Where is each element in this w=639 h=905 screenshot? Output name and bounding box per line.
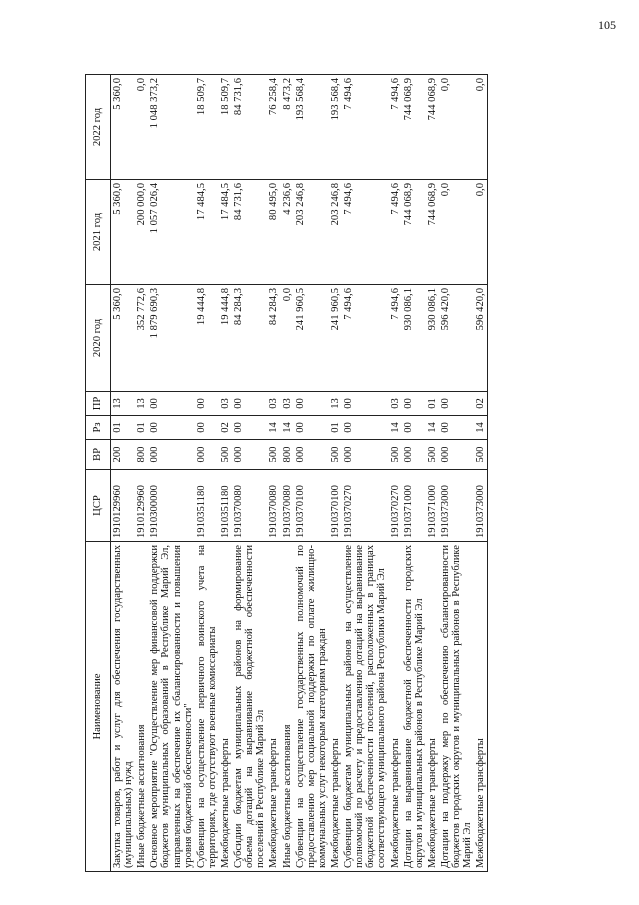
cell-2021: 0,0	[439, 180, 474, 285]
cell-2022: 193 568,4	[329, 75, 342, 180]
cell-rz: 00	[148, 416, 194, 440]
cell-name: Межбюджетные трансферты	[389, 542, 402, 872]
header-pr: ПР	[86, 392, 111, 416]
cell-csr: 1910300000	[148, 470, 194, 542]
header-rz: Рз	[86, 416, 111, 440]
cell-csr: 1910129960	[135, 470, 148, 542]
cell-2021: 5 360,0	[111, 180, 136, 285]
cell-csr: 1910351180	[219, 470, 232, 542]
cell-2020: 241 960,5	[329, 285, 342, 392]
cell-pr: 13	[111, 392, 136, 416]
cell-name: Дотации на поддержку мер по обеспечению сбалансированности бюджетов городских округов и муниципальных районов в Республике Марий Эл	[439, 542, 474, 872]
cell-name: Субсидии бюджетам муниципальных районов на формирование объема дотаций на выравнивание бюджетной обеспеченности поселений в Республике Марий Эл	[232, 542, 267, 872]
cell-2022: 744 068,9	[426, 75, 439, 180]
cell-pr: 02	[474, 392, 488, 416]
cell-pr: 00	[402, 392, 426, 416]
header-2021: 2021 год	[86, 180, 111, 285]
cell-pr: 13	[135, 392, 148, 416]
cell-csr: 1910370080	[281, 470, 294, 542]
table-row	[148, 75, 194, 872]
cell-rz: 00	[439, 416, 474, 440]
cell-2020: 241 960,5	[294, 285, 329, 392]
cell-2022: 8 473,2	[281, 75, 294, 180]
table-row	[219, 75, 232, 872]
cell-csr: 1910370080	[232, 470, 267, 542]
cell-csr: 1910129960	[111, 470, 136, 542]
cell-2022: 18 509,7	[219, 75, 232, 180]
cell-rz: 00	[294, 416, 329, 440]
cell-csr: 1910351180	[195, 470, 219, 542]
cell-2021: 84 731,6	[232, 180, 267, 285]
cell-csr: 1910373000	[439, 470, 474, 542]
cell-2021: 80 495,0	[267, 180, 280, 285]
table-row	[111, 75, 136, 872]
cell-vr: 800	[135, 440, 148, 470]
cell-2020: 19 444,8	[219, 285, 232, 392]
cell-2022: 0,0	[474, 75, 488, 180]
cell-2021: 744 068,9	[402, 180, 426, 285]
cell-name: Межбюджетные трансферты	[474, 542, 488, 872]
cell-pr: 00	[195, 392, 219, 416]
header-2020: 2020 год	[86, 285, 111, 392]
cell-2021: 17 484,5	[219, 180, 232, 285]
cell-rz: 00	[195, 416, 219, 440]
cell-pr: 00	[294, 392, 329, 416]
cell-vr: 200	[111, 440, 136, 470]
cell-vr: 500	[219, 440, 232, 470]
cell-vr: 500	[474, 440, 488, 470]
cell-csr: 1910370100	[294, 470, 329, 542]
table-row	[439, 75, 474, 872]
cell-2022: 7 494,6	[389, 75, 402, 180]
cell-csr: 1910370080	[267, 470, 280, 542]
cell-vr: 000	[402, 440, 426, 470]
cell-2021: 17 484,5	[195, 180, 219, 285]
cell-pr: 03	[267, 392, 280, 416]
cell-name: Межбюджетные трансферты	[267, 542, 280, 872]
cell-2021: 1 057 026,4	[148, 180, 194, 285]
cell-csr: 1910373000	[474, 470, 488, 542]
cell-2022: 5 360,0	[111, 75, 136, 180]
cell-2022: 84 731,6	[232, 75, 267, 180]
cell-name: Дотации на выравнивание бюджетной обеспеченности городских округов и муниципальных районов в Республике Марий Эл	[402, 542, 426, 872]
cell-2020: 596 420,0	[439, 285, 474, 392]
header-csr: ЦСР	[86, 470, 111, 542]
cell-vr: 000	[195, 440, 219, 470]
cell-2021: 4 236,6	[281, 180, 294, 285]
cell-rz: 01	[111, 416, 136, 440]
cell-rz: 14	[281, 416, 294, 440]
table-row	[294, 75, 329, 872]
cell-csr: 1910370270	[389, 470, 402, 542]
table-row	[281, 75, 294, 872]
cell-pr: 00	[342, 392, 388, 416]
header-name: Наименование	[86, 542, 111, 872]
cell-2021: 7 494,6	[389, 180, 402, 285]
cell-rz: 14	[267, 416, 280, 440]
header-2022: 2022 год	[86, 75, 111, 180]
cell-name: Межбюджетные трансферты	[329, 542, 342, 872]
cell-csr: 1910371000	[402, 470, 426, 542]
cell-rz: 01	[135, 416, 148, 440]
cell-pr: 01	[426, 392, 439, 416]
cell-name: Межбюджетные трансферты	[426, 542, 439, 872]
cell-2021: 0,0	[474, 180, 488, 285]
cell-2022: 0,0	[135, 75, 148, 180]
table-row	[135, 75, 148, 872]
table-body	[111, 75, 488, 872]
budget-table	[85, 74, 488, 872]
cell-vr: 500	[267, 440, 280, 470]
cell-rz: 14	[426, 416, 439, 440]
cell-rz: 02	[219, 416, 232, 440]
table-row	[474, 75, 488, 872]
table-row	[267, 75, 280, 872]
table-row	[389, 75, 402, 872]
cell-2020: 0,0	[281, 285, 294, 392]
cell-rz: 14	[389, 416, 402, 440]
cell-vr: 800	[281, 440, 294, 470]
cell-2022: 0,0	[439, 75, 474, 180]
rotated-table-container	[85, 75, 605, 872]
cell-2022: 7 494,6	[342, 75, 388, 180]
cell-2022: 1 048 373,2	[148, 75, 194, 180]
cell-vr: 000	[232, 440, 267, 470]
table-row	[232, 75, 267, 872]
cell-2021: 200 000,0	[135, 180, 148, 285]
cell-name: Иные бюджетные ассигнования	[135, 542, 148, 872]
cell-2020: 930 086,1	[426, 285, 439, 392]
cell-2022: 744 068,9	[402, 75, 426, 180]
cell-csr: 1910371000	[426, 470, 439, 542]
cell-pr: 03	[219, 392, 232, 416]
cell-pr: 03	[389, 392, 402, 416]
cell-csr: 1910370270	[342, 470, 388, 542]
table-row	[402, 75, 426, 872]
cell-2021: 744 068,9	[426, 180, 439, 285]
cell-rz: 01	[329, 416, 342, 440]
table-header-row	[86, 75, 111, 872]
cell-csr: 1910370100	[329, 470, 342, 542]
cell-rz: 00	[342, 416, 388, 440]
cell-2020: 1 879 690,3	[148, 285, 194, 392]
cell-2020: 7 494,6	[389, 285, 402, 392]
cell-vr: 500	[329, 440, 342, 470]
cell-2020: 5 360,0	[111, 285, 136, 392]
cell-2021: 7 494,6	[342, 180, 388, 285]
cell-pr: 03	[281, 392, 294, 416]
cell-name: Основное мероприятие "Осуществление мер финансовой поддержки бюджетов муниципальных образований в Республике Марий Эл, направленных на обеспечение их сбалансированности и повышения уровня бюджетной обеспеченности"	[148, 542, 194, 872]
cell-name: Субвенции на осуществление государственных полномочий по предоставлению мер социальной поддержки по оплате жилищно-коммунальных услуг некоторым категориям граждан	[294, 542, 329, 872]
cell-2022: 18 509,7	[195, 75, 219, 180]
cell-2020: 19 444,8	[195, 285, 219, 392]
cell-2020: 84 284,3	[267, 285, 280, 392]
cell-pr: 00	[232, 392, 267, 416]
cell-vr: 000	[342, 440, 388, 470]
cell-rz: 14	[474, 416, 488, 440]
cell-vr: 000	[439, 440, 474, 470]
cell-rz: 00	[402, 416, 426, 440]
cell-pr: 13	[329, 392, 342, 416]
cell-2020: 930 086,1	[402, 285, 426, 392]
table-row	[195, 75, 219, 872]
cell-2020: 7 494,6	[342, 285, 388, 392]
cell-name: Межбюджетные трансферты	[219, 542, 232, 872]
cell-pr: 00	[439, 392, 474, 416]
page-number: 105	[598, 18, 616, 32]
cell-name: Субвенции на осуществление первичного воинского учета на территориях, где отсутствуют военные комиссариаты	[195, 542, 219, 872]
cell-2021: 203 246,8	[294, 180, 329, 285]
cell-rz: 00	[232, 416, 267, 440]
table-row	[426, 75, 439, 872]
header-vr: ВР	[86, 440, 111, 470]
cell-2021: 203 246,8	[329, 180, 342, 285]
cell-2020: 352 772,6	[135, 285, 148, 392]
cell-vr: 500	[426, 440, 439, 470]
cell-vr: 000	[148, 440, 194, 470]
cell-name: Иные бюджетные ассигнования	[281, 542, 294, 872]
cell-name: Закупка товаров, работ и услуг для обеспечения государственных (муниципальных) нужд	[111, 542, 136, 872]
cell-2020: 84 284,3	[232, 285, 267, 392]
table-row	[342, 75, 388, 872]
cell-2022: 76 258,4	[267, 75, 280, 180]
table-row	[329, 75, 342, 872]
cell-vr: 000	[294, 440, 329, 470]
cell-vr: 500	[389, 440, 402, 470]
cell-2020: 596 420,0	[474, 285, 488, 392]
cell-2022: 193 568,4	[294, 75, 329, 180]
cell-name: Субвенции бюджетам муниципальных районов на осуществление полномочий по расчету и предоставлению дотаций на выравнивание бюджетной обеспеченности поселений, расположенных в границах соответствующего муниципального района Республики Марий Эл	[342, 542, 388, 872]
cell-pr: 00	[148, 392, 194, 416]
